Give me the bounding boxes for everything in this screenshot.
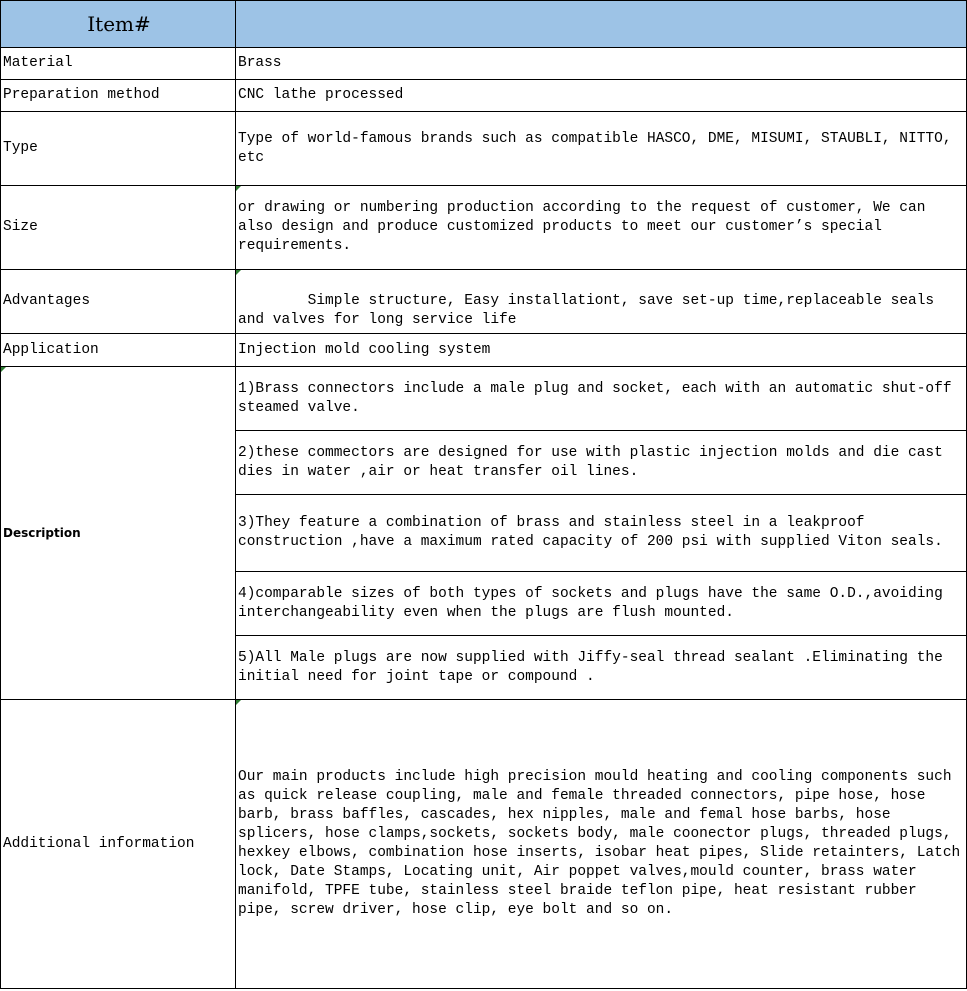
size-value-cell [236, 186, 967, 270]
size-value: or drawing or numbering production according to the request of customer, We can also design and produce customized products to meet our customer’s special requirements. [238, 200, 926, 254]
advantages-value: Simple structure, Easy installationt, save set-up time,replaceable seals and valves for long service life [238, 293, 943, 328]
row-application [1, 334, 967, 367]
advantages-value-cell [236, 270, 967, 334]
comment-marker [236, 186, 241, 191]
row-type [1, 112, 967, 186]
description-item: 3)They feature a combination of brass and stainless steel in a leakproof construction ,have a maximum rated capacity of 200 psi with supplied Viton seals. [236, 495, 967, 572]
row-preparation [1, 80, 967, 112]
additional-value-cell [236, 700, 967, 989]
description-item: 5)All Male plugs are now supplied with Jiffy-seal thread sealant .Eliminating the initial need for joint tape or compound . [236, 636, 967, 700]
row-material [1, 48, 967, 80]
description-item: 1)Brass connectors include a male plug and socket, each with an automatic shut-off steamed valve. [236, 367, 967, 431]
description-label: Description [3, 525, 81, 540]
comment-marker [1, 367, 6, 372]
row-additional [1, 700, 967, 989]
row-size [1, 186, 967, 270]
description-label-cell [1, 367, 236, 700]
header-row [1, 1, 967, 48]
comment-marker [236, 270, 241, 275]
advantages-label: Advantages [1, 270, 236, 334]
application-label: Application [1, 334, 236, 367]
description-item: 2)these commectors are designed for use with plastic injection molds and die cast dies in water ,air or heat transfer oil lines. [236, 431, 967, 495]
material-label: Material [1, 48, 236, 80]
additional-value: Our main products include high precision mould heating and cooling components such as quick release coupling, male and female threaded connectors, pipe hose, hose barb, brass baffles, cascades, hex nipples, male and femal hose barbs, hose splicers, hose clamps,sockets, sockets body, male coonector plugs, threaded plugs, hexkey elbows, combination hose inserts, isobar heat pipes, Slide retainters, Latch lock, Date Stamps, Locating unit, Air poppet valves,mould counter, brass water manifold, TPFE tube, stainless steel braide teflon pipe, heat resistant rubber pipe, screw driver, hose clip, eye bolt and so on. [238, 769, 961, 918]
additional-label: Additional information [1, 700, 236, 989]
material-value: Brass [236, 48, 967, 80]
header-item-label: Item# [1, 1, 236, 48]
type-label: Type [1, 112, 236, 186]
preparation-value: CNC lathe processed [236, 80, 967, 112]
application-value: Injection mold cooling system [236, 334, 967, 367]
description-item: 4)comparable sizes of both types of sockets and plugs have the same O.D.,avoiding interchangeability even when the plugs are flush mounted. [236, 572, 967, 636]
type-value: Type of world-famous brands such as compatible HASCO, DME, MISUMI, STAUBLI, NITTO, etc [236, 112, 967, 186]
header-item-value [236, 1, 967, 48]
preparation-label: Preparation method [1, 80, 236, 112]
comment-marker [236, 700, 241, 705]
row-description-1 [1, 367, 967, 431]
row-advantages [1, 270, 967, 334]
size-label: Size [1, 186, 236, 270]
